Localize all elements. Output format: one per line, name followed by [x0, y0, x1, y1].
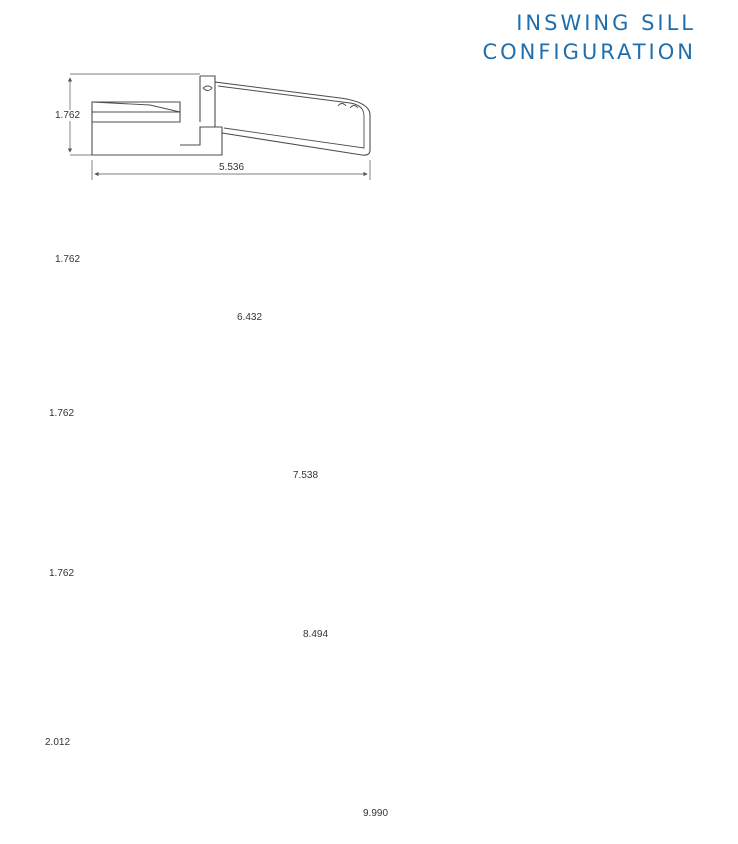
profile-1-height-label: 1.762 [55, 110, 81, 121]
profile-1-width-label: 5.536 [219, 162, 245, 173]
profile-5-height-label: 2.012 [45, 737, 71, 748]
page-title-line-2: CONFIGURATION [482, 40, 696, 64]
profile-4-width-label: 8.494 [303, 629, 329, 640]
profile-3-width-label: 7.538 [293, 470, 319, 481]
profile-3-height-label: 1.762 [49, 408, 75, 419]
profile-2-width-label: 6.432 [237, 312, 263, 323]
profile-2-height-label: 1.762 [55, 254, 81, 265]
profile-4-height-label: 1.762 [49, 568, 75, 579]
profile-5-width-label: 9.990 [363, 808, 389, 819]
page-title-line-1: INSWING SILL [516, 11, 696, 35]
